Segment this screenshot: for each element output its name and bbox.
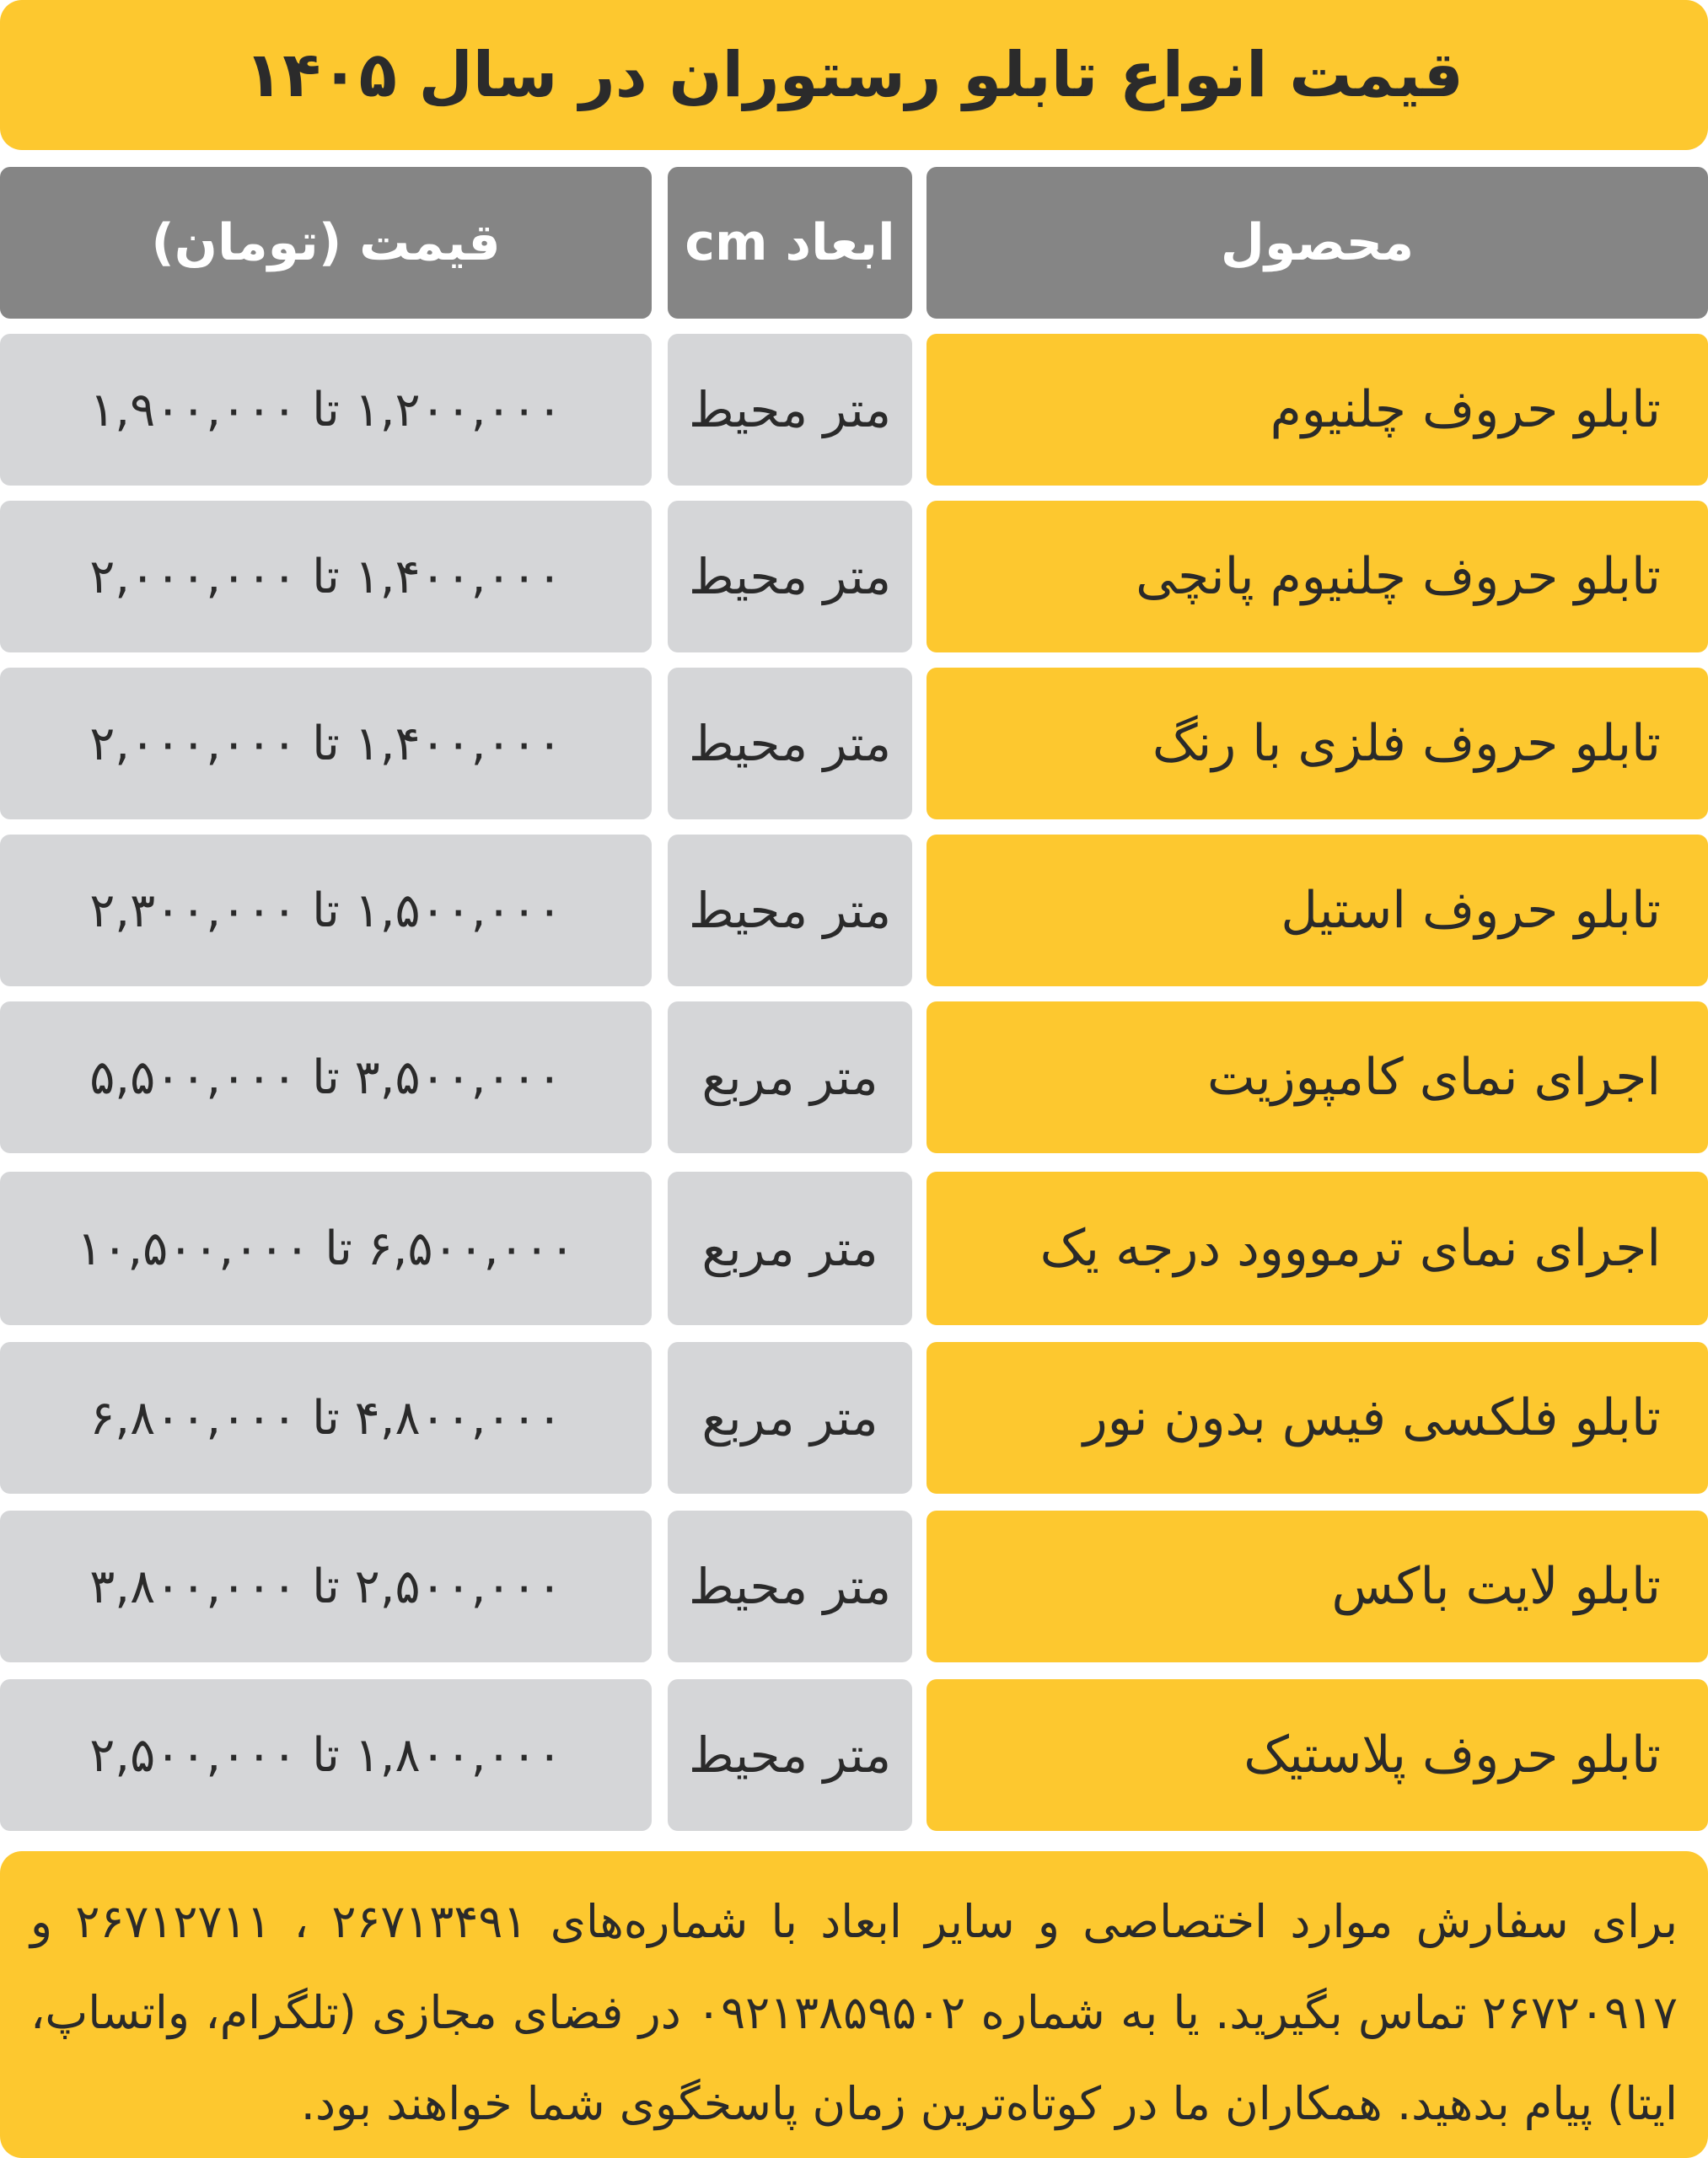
price-cell: ۱,۴۰۰,۰۰۰ تا ۲,۰۰۰,۰۰۰ — [0, 501, 652, 652]
product-cell: اجرای نمای کامپوزیت — [927, 1001, 1708, 1153]
unit-cell: متر محیط — [668, 835, 912, 986]
contact-note-box — [0, 1851, 1708, 2158]
unit-cell: متر محیط — [668, 501, 912, 652]
unit-cell: متر محیط — [668, 1511, 912, 1662]
title-bar — [0, 0, 1708, 150]
unit-cell: متر مربع — [668, 1342, 912, 1494]
price-cell: ۱,۴۰۰,۰۰۰ تا ۲,۰۰۰,۰۰۰ — [0, 668, 652, 819]
price-cell: ۲,۵۰۰,۰۰۰ تا ۳,۸۰۰,۰۰۰ — [0, 1511, 652, 1662]
product-cell: تابلو لایت باکس — [927, 1511, 1708, 1662]
header-dimensions: ابعاد cm — [668, 167, 912, 319]
contact-note-text: برای سفارش موارد اختصاصی و سایر ابعاد با شماره‌های ۲۶۷۱۳۴۹۱ ، ۲۶۷۱۲۷۱۱ و ۲۶۷۲۰۹۱۷ تماس بگیرید. یا به شماره ۰۹۲۱۳۸۵۹۵۰۲ در فضای مجازی (تلگرام، واتساپ، ایتا) پیام بدهید. همکاران ما در کوتاه‌ترین زمان پاسخگوی شما خواهند بود. — [30, 1895, 1678, 2130]
page-title: قیمت انواع تابلو رستوران در سال ۱۴۰۵ — [244, 39, 1464, 111]
header-product: محصول — [927, 167, 1708, 319]
price-cell: ۱,۵۰۰,۰۰۰ تا ۲,۳۰۰,۰۰۰ — [0, 835, 652, 986]
product-cell: تابلو حروف چلنیوم پانچی — [927, 501, 1708, 652]
price-cell: ۶,۵۰۰,۰۰۰ تا ۱۰,۵۰۰,۰۰۰ — [0, 1172, 652, 1325]
price-cell: ۱,۲۰۰,۰۰۰ تا ۱,۹۰۰,۰۰۰ — [0, 334, 652, 486]
header-price: قیمت (تومان) — [0, 167, 652, 319]
unit-cell: متر محیط — [668, 334, 912, 486]
unit-cell: متر مربع — [668, 1172, 912, 1325]
price-cell: ۱,۸۰۰,۰۰۰ تا ۲,۵۰۰,۰۰۰ — [0, 1679, 652, 1831]
unit-cell: متر محیط — [668, 668, 912, 819]
product-cell: تابلو حروف پلاستیک — [927, 1679, 1708, 1831]
product-cell: تابلو حروف فلزی با رنگ — [927, 668, 1708, 819]
unit-cell: متر محیط — [668, 1679, 912, 1831]
price-cell: ۴,۸۰۰,۰۰۰ تا ۶,۸۰۰,۰۰۰ — [0, 1342, 652, 1494]
unit-cell: متر مربع — [668, 1001, 912, 1153]
product-cell: اجرای نمای ترمووود درجه یک — [927, 1172, 1708, 1325]
product-cell: تابلو حروف چلنیوم — [927, 334, 1708, 486]
product-cell: تابلو فلکسی فیس بدون نور — [927, 1342, 1708, 1494]
product-cell: تابلو حروف استیل — [927, 835, 1708, 986]
price-cell: ۳,۵۰۰,۰۰۰ تا ۵,۵۰۰,۰۰۰ — [0, 1001, 652, 1153]
